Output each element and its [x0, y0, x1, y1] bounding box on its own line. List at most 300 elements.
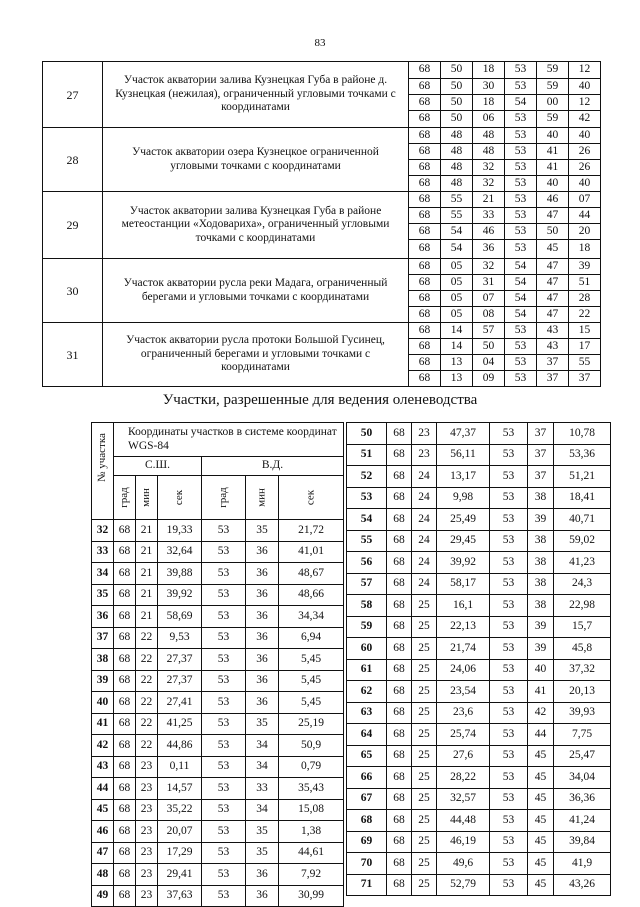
- coordinate-cell: 17,29: [158, 842, 202, 864]
- coordinate-cell: 24: [412, 530, 437, 552]
- coordinate-cell: 59: [537, 79, 569, 95]
- coordinate-cell: 21: [136, 541, 158, 563]
- coordinate-cell: 53: [202, 649, 246, 671]
- coordinate-cell: 68: [114, 885, 136, 907]
- lon-sec-header: сек: [279, 476, 344, 520]
- coordinate-cell: 53: [490, 831, 528, 853]
- coordinate-cell: 22: [136, 627, 158, 649]
- coordinate-cell: 68: [387, 487, 412, 509]
- coordinate-cell: 14: [441, 323, 473, 339]
- coordinate-cell: 53: [505, 144, 537, 160]
- coordinate-cell: 15,08: [279, 799, 344, 821]
- plot-number: 55: [347, 530, 387, 552]
- coordinate-cell: 25: [412, 638, 437, 660]
- coordinate-cell: 47,37: [437, 423, 490, 445]
- coordinate-cell: 47: [537, 275, 569, 291]
- reindeer-plots-table-right: [346, 422, 611, 896]
- coordinate-cell: 56,11: [437, 444, 490, 466]
- coordinate-cell: 68: [114, 563, 136, 585]
- plot-number: 41: [92, 713, 114, 735]
- reindeer-plot-row: [347, 616, 611, 638]
- coordinate-cell: 39,93: [554, 702, 611, 724]
- coordinate-cell: 53: [505, 128, 537, 144]
- coordinate-cell: 25: [412, 702, 437, 724]
- coordinate-cell: 45: [537, 240, 569, 259]
- coordinate-cell: 53: [490, 509, 528, 531]
- coordinate-cell: 12: [569, 95, 601, 111]
- coordinate-cell: 36: [473, 240, 505, 259]
- coordinate-cell: 53: [490, 788, 528, 810]
- lat-deg-header: град: [114, 476, 136, 520]
- reindeer-plot-row: [92, 541, 344, 563]
- coordinate-cell: 53: [202, 799, 246, 821]
- coordinate-cell: 68: [114, 842, 136, 864]
- reindeer-plot-row: [92, 713, 344, 735]
- coordinate-cell: 41,23: [554, 552, 611, 574]
- coordinate-cell: 68: [387, 810, 412, 832]
- coordinate-cell: 68: [387, 444, 412, 466]
- coordinate-cell: 18: [473, 62, 505, 79]
- coordinate-cell: 24: [412, 552, 437, 574]
- reindeer-plot-row: [92, 799, 344, 821]
- plot-number-header: № участка: [92, 423, 114, 520]
- coordinate-cell: 53: [202, 864, 246, 886]
- coordinate-cell: 25: [412, 595, 437, 617]
- coordinate-cell: 44,61: [279, 842, 344, 864]
- reindeer-plot-row: [347, 552, 611, 574]
- coordinate-cell: 22,98: [554, 595, 611, 617]
- reindeer-plot-row: [92, 778, 344, 800]
- coordinate-cell: 41,25: [158, 713, 202, 735]
- coordinate-cell: 38: [528, 530, 554, 552]
- plot-number: 62: [347, 681, 387, 703]
- coordinate-cell: 53: [202, 541, 246, 563]
- coordinate-cell: 45: [528, 831, 554, 853]
- coordinate-cell: 68: [114, 735, 136, 757]
- coordinate-cell: 55: [441, 192, 473, 208]
- plot-number: 57: [347, 573, 387, 595]
- coordinate-cell: 58,69: [158, 606, 202, 628]
- coordinate-cell: 48: [441, 160, 473, 176]
- coordinate-cell: 53: [202, 670, 246, 692]
- coordinate-cell: 0,11: [158, 756, 202, 778]
- coordinate-cell: 68: [387, 853, 412, 875]
- coordinate-cell: 25,74: [437, 724, 490, 746]
- coordinate-cell: 23,6: [437, 702, 490, 724]
- plot-number: 28: [43, 128, 103, 192]
- coordinate-cell: 68: [387, 788, 412, 810]
- coordinate-cell: 39: [569, 259, 601, 275]
- plot-number: 48: [92, 864, 114, 886]
- water-plot-row: [43, 128, 601, 144]
- coordinate-cell: 53: [490, 423, 528, 445]
- latitude-header: С.Ш.: [114, 457, 202, 476]
- coordinate-cell: 53: [202, 692, 246, 714]
- coordinate-cell: 24: [412, 573, 437, 595]
- coordinate-cell: 53: [505, 323, 537, 339]
- reindeer-plot-row: [347, 831, 611, 853]
- coordinate-cell: 42: [528, 702, 554, 724]
- coordinate-cell: 24: [412, 487, 437, 509]
- coordinate-cell: 68: [409, 95, 441, 111]
- coordinate-cell: 68: [387, 702, 412, 724]
- reindeer-plot-row: [92, 649, 344, 671]
- coordinate-cell: 68: [387, 874, 412, 896]
- coordinate-cell: 9,98: [437, 487, 490, 509]
- coordinate-cell: 68: [409, 371, 441, 387]
- coordinate-cell: 25: [412, 659, 437, 681]
- coordinate-cell: 68: [114, 670, 136, 692]
- reindeer-plot-row: [347, 487, 611, 509]
- reindeer-plot-row: [347, 444, 611, 466]
- reindeer-plot-row: [347, 530, 611, 552]
- coordinate-cell: 24,3: [554, 573, 611, 595]
- coordinate-cell: 68: [387, 831, 412, 853]
- coordinate-cell: 53: [202, 778, 246, 800]
- water-plot-row: [43, 192, 601, 208]
- coordinate-cell: 05: [441, 259, 473, 275]
- coordinate-cell: 68: [409, 208, 441, 224]
- coordinate-cell: 21: [136, 520, 158, 542]
- coordinate-cell: 50,9: [279, 735, 344, 757]
- coordinate-cell: 53: [490, 810, 528, 832]
- coordinate-cell: 05: [441, 275, 473, 291]
- coordinate-cell: 31: [473, 275, 505, 291]
- coordinate-cell: 53: [490, 595, 528, 617]
- coordinate-cell: 36: [246, 670, 279, 692]
- coordinate-cell: 36: [246, 606, 279, 628]
- coordinate-cell: 41,01: [279, 541, 344, 563]
- coordinate-cell: 36: [246, 563, 279, 585]
- coordinate-cell: 22: [136, 692, 158, 714]
- coordinate-cell: 50: [441, 95, 473, 111]
- coordinate-cell: 41,9: [554, 853, 611, 875]
- coordinate-cell: 10,78: [554, 423, 611, 445]
- water-plot-row: [43, 62, 601, 79]
- reindeer-plot-row: [347, 423, 611, 445]
- plot-number: 60: [347, 638, 387, 660]
- coordinate-cell: 43,26: [554, 874, 611, 896]
- page-number: 83: [314, 37, 326, 49]
- coordinate-cell: 68: [409, 160, 441, 176]
- coordinate-cell: 22: [136, 713, 158, 735]
- coordinate-cell: 35: [246, 520, 279, 542]
- coordinate-cell: 68: [409, 323, 441, 339]
- reindeer-plot-row: [92, 885, 344, 907]
- coordinate-cell: 68: [114, 756, 136, 778]
- coordinate-cell: 45: [528, 810, 554, 832]
- coordinate-cell: 68: [409, 339, 441, 355]
- coordinate-cell: 68: [387, 638, 412, 660]
- coordinate-cell: 25,49: [437, 509, 490, 531]
- coordinate-cell: 48: [473, 128, 505, 144]
- coordinate-cell: 22: [569, 307, 601, 323]
- reindeer-plot-row: [347, 509, 611, 531]
- coordinate-cell: 68: [387, 423, 412, 445]
- coordinate-cell: 36: [246, 692, 279, 714]
- coordinate-cell: 40: [528, 659, 554, 681]
- coordinate-cell: 45: [528, 745, 554, 767]
- reindeer-plot-row: [347, 638, 611, 660]
- coordinate-cell: 14,57: [158, 778, 202, 800]
- coordinate-cell: 48: [441, 144, 473, 160]
- coordinate-cell: 35: [246, 842, 279, 864]
- coordinate-cell: 7,75: [554, 724, 611, 746]
- reindeer-plot-row: [347, 466, 611, 488]
- coordinate-cell: 37: [528, 466, 554, 488]
- coordinate-cell: 41: [537, 160, 569, 176]
- coordinate-cell: 47: [537, 259, 569, 275]
- coordinate-cell: 50: [441, 62, 473, 79]
- coordinate-cell: 36: [246, 885, 279, 907]
- coordinate-cell: 48: [441, 176, 473, 192]
- coordinate-cell: 46: [473, 224, 505, 240]
- plot-number: 64: [347, 724, 387, 746]
- coordinate-cell: 49,6: [437, 853, 490, 875]
- coordinate-cell: 42: [569, 111, 601, 128]
- reindeer-plot-row: [92, 627, 344, 649]
- coordinate-cell: 36: [246, 541, 279, 563]
- coordinate-cell: 53: [505, 339, 537, 355]
- plot-number: 34: [92, 563, 114, 585]
- coordinate-cell: 30: [473, 79, 505, 95]
- coordinate-cell: 40,71: [554, 509, 611, 531]
- coordinate-cell: 25: [412, 788, 437, 810]
- coordinate-cell: 34: [246, 799, 279, 821]
- coordinate-cell: 48: [473, 144, 505, 160]
- reindeer-plot-row: [92, 735, 344, 757]
- coordinate-cell: 68: [114, 606, 136, 628]
- coordinate-cell: 37,32: [554, 659, 611, 681]
- coordinate-cell: 53,36: [554, 444, 611, 466]
- coordinate-cell: 68: [409, 176, 441, 192]
- coordinate-cell: 52,79: [437, 874, 490, 896]
- coordinate-cell: 25: [412, 853, 437, 875]
- coordinate-cell: 22: [136, 670, 158, 692]
- coordinate-cell: 28,22: [437, 767, 490, 789]
- plot-number: 29: [43, 192, 103, 259]
- coordinate-cell: 45: [528, 853, 554, 875]
- coordinate-cell: 54: [505, 95, 537, 111]
- coordinate-cell: 13: [441, 371, 473, 387]
- coordinate-cell: 47: [537, 307, 569, 323]
- coordinate-cell: 53: [490, 530, 528, 552]
- coordinate-cell: 40: [569, 176, 601, 192]
- plot-description: Участок акватории залива Кузнецкая Губа в районе д. Кузнецкая (нежилая), ограниченный угловыми точками с координатами: [103, 62, 409, 128]
- coordinate-cell: 27,37: [158, 649, 202, 671]
- coordinate-cell: 34,34: [279, 606, 344, 628]
- plot-description: Участок акватории русла протоки Большой Гусинец, ограниченный берегами и угловыми точками с координатами: [103, 323, 409, 387]
- plot-number: 68: [347, 810, 387, 832]
- coordinate-cell: 29,45: [437, 530, 490, 552]
- coordinate-cell: 39,92: [158, 584, 202, 606]
- coordinate-cell: 53: [202, 885, 246, 907]
- coordinate-cell: 40: [537, 128, 569, 144]
- coordinate-cell: 29,41: [158, 864, 202, 886]
- coordinate-cell: 53: [490, 444, 528, 466]
- coordinate-cell: 37: [537, 355, 569, 371]
- coordinate-cell: 30,99: [279, 885, 344, 907]
- section-title: Участки, разрешенные для ведения оленеводства: [162, 392, 478, 408]
- coordinate-cell: 1,38: [279, 821, 344, 843]
- coordinate-cell: 53: [490, 573, 528, 595]
- coordinate-cell: 53: [490, 681, 528, 703]
- coordinate-cell: 21,72: [279, 520, 344, 542]
- coordinate-cell: 32,57: [437, 788, 490, 810]
- plot-number: 69: [347, 831, 387, 853]
- coordinate-cell: 44: [528, 724, 554, 746]
- reindeer-plot-row: [92, 756, 344, 778]
- coordinate-cell: 53: [490, 487, 528, 509]
- coordinate-cell: 39: [528, 638, 554, 660]
- coordinate-cell: 15,7: [554, 616, 611, 638]
- coordinate-cell: 46: [537, 192, 569, 208]
- coordinate-cell: 53: [505, 176, 537, 192]
- reindeer-plots-table-left: [91, 422, 344, 907]
- coordinate-cell: 35,22: [158, 799, 202, 821]
- coordinate-cell: 14: [441, 339, 473, 355]
- coordinate-cell: 68: [114, 799, 136, 821]
- coordinate-cell: 53: [490, 552, 528, 574]
- coordinate-cell: 53: [202, 584, 246, 606]
- coordinate-cell: 53: [490, 745, 528, 767]
- coordinate-cell: 06: [473, 111, 505, 128]
- coordinate-cell: 68: [409, 192, 441, 208]
- coordinate-cell: 53: [202, 563, 246, 585]
- lat-min-header: мин: [136, 476, 158, 520]
- coordinate-cell: 12: [569, 62, 601, 79]
- reindeer-plot-row: [347, 659, 611, 681]
- coordinate-cell: 53: [505, 62, 537, 79]
- coordinate-cell: 54: [505, 307, 537, 323]
- reindeer-plot-row: [347, 874, 611, 896]
- coordinate-cell: 53: [202, 756, 246, 778]
- plot-number: 66: [347, 767, 387, 789]
- coordinate-cell: 53: [505, 371, 537, 387]
- coordinate-cell: 44,48: [437, 810, 490, 832]
- coordinate-cell: 39,92: [437, 552, 490, 574]
- coordinate-cell: 68: [387, 573, 412, 595]
- coordinate-cell: 68: [387, 745, 412, 767]
- coordinate-cell: 13,17: [437, 466, 490, 488]
- coordinate-cell: 23: [412, 444, 437, 466]
- coordinate-cell: 39: [528, 616, 554, 638]
- coordinate-cell: 48,67: [279, 563, 344, 585]
- coordinate-cell: 59: [537, 111, 569, 128]
- coordinate-cell: 50: [441, 79, 473, 95]
- coordinate-cell: 20: [569, 224, 601, 240]
- coordinate-cell: 50: [473, 339, 505, 355]
- coordinate-cell: 43: [537, 339, 569, 355]
- coordinate-cell: 5,45: [279, 692, 344, 714]
- coordinate-cell: 68: [114, 713, 136, 735]
- coordinate-cell: 44: [569, 208, 601, 224]
- plot-number: 70: [347, 853, 387, 875]
- coordinate-cell: 23: [412, 423, 437, 445]
- coordinate-cell: 68: [387, 616, 412, 638]
- coordinate-cell: 68: [387, 681, 412, 703]
- coordinate-cell: 41: [537, 144, 569, 160]
- coordinate-cell: 68: [409, 307, 441, 323]
- coordinate-cell: 54: [441, 240, 473, 259]
- coordinate-cell: 23: [136, 885, 158, 907]
- coordinate-cell: 68: [409, 291, 441, 307]
- plot-number: 71: [347, 874, 387, 896]
- coordinate-cell: 25: [412, 767, 437, 789]
- coordinate-cell: 68: [387, 530, 412, 552]
- coordinate-cell: 54: [505, 291, 537, 307]
- plot-description: Участок акватории русла реки Мадага, ограниченный берегами и угловыми точками с координатами: [103, 259, 409, 323]
- plot-number: 61: [347, 659, 387, 681]
- longitude-header: В.Д.: [202, 457, 344, 476]
- coordinate-cell: 68: [114, 778, 136, 800]
- coordinate-cell: 21: [136, 563, 158, 585]
- plot-number: 33: [92, 541, 114, 563]
- coordinate-cell: 23: [136, 842, 158, 864]
- plot-description: Участок акватории озера Кузнецкое ограниченной угловыми точками с координатами: [103, 128, 409, 192]
- coordinate-cell: 22: [136, 735, 158, 757]
- coordinate-cell: 53: [505, 192, 537, 208]
- coordinate-cell: 47: [537, 291, 569, 307]
- coordinate-cell: 53: [202, 842, 246, 864]
- plot-number: 38: [92, 649, 114, 671]
- coordinate-cell: 50: [537, 224, 569, 240]
- coordinate-cell: 16,1: [437, 595, 490, 617]
- coordinate-cell: 34: [246, 756, 279, 778]
- coordinate-cell: 37: [528, 423, 554, 445]
- coordinate-cell: 25,47: [554, 745, 611, 767]
- coordinate-cell: 53: [505, 224, 537, 240]
- coordinate-cell: 68: [409, 355, 441, 371]
- coordinate-cell: 22,13: [437, 616, 490, 638]
- water-plot-row: [43, 259, 601, 275]
- plot-number: 40: [92, 692, 114, 714]
- coordinate-cell: 68: [114, 864, 136, 886]
- coordinate-cell: 53: [490, 616, 528, 638]
- coordinate-cell: 46,19: [437, 831, 490, 853]
- plot-number: 27: [43, 62, 103, 128]
- coordinate-cell: 38: [528, 573, 554, 595]
- lon-min-header: мин: [246, 476, 279, 520]
- coordinate-cell: 7,92: [279, 864, 344, 886]
- coordinate-cell: 32: [473, 176, 505, 192]
- plot-number: 32: [92, 520, 114, 542]
- reindeer-plot-row: [92, 842, 344, 864]
- coordinate-cell: 48,66: [279, 584, 344, 606]
- coordinate-cell: 25: [412, 831, 437, 853]
- coordinate-cell: 57: [473, 323, 505, 339]
- coordinate-cell: 48: [441, 128, 473, 144]
- coordinate-cell: 0,79: [279, 756, 344, 778]
- coordinate-cell: 09: [473, 371, 505, 387]
- coordinate-cell: 47: [537, 208, 569, 224]
- plot-number: 30: [43, 259, 103, 323]
- coordinate-cell: 32: [473, 259, 505, 275]
- coordinate-cell: 25: [412, 874, 437, 896]
- coordinates-system-header: Координаты участков в системе координат WGS-84: [114, 423, 344, 457]
- coordinate-cell: 6,94: [279, 627, 344, 649]
- coordinate-cell: 34,04: [554, 767, 611, 789]
- coordinate-cell: 27,6: [437, 745, 490, 767]
- coordinate-cell: 26: [569, 144, 601, 160]
- coordinate-cell: 21: [136, 606, 158, 628]
- coordinate-cell: 50: [441, 111, 473, 128]
- reindeer-plot-row: [92, 864, 344, 886]
- coordinate-cell: 40: [537, 176, 569, 192]
- plot-number: 46: [92, 821, 114, 843]
- coordinate-cell: 53: [202, 821, 246, 843]
- plot-number: 31: [43, 323, 103, 387]
